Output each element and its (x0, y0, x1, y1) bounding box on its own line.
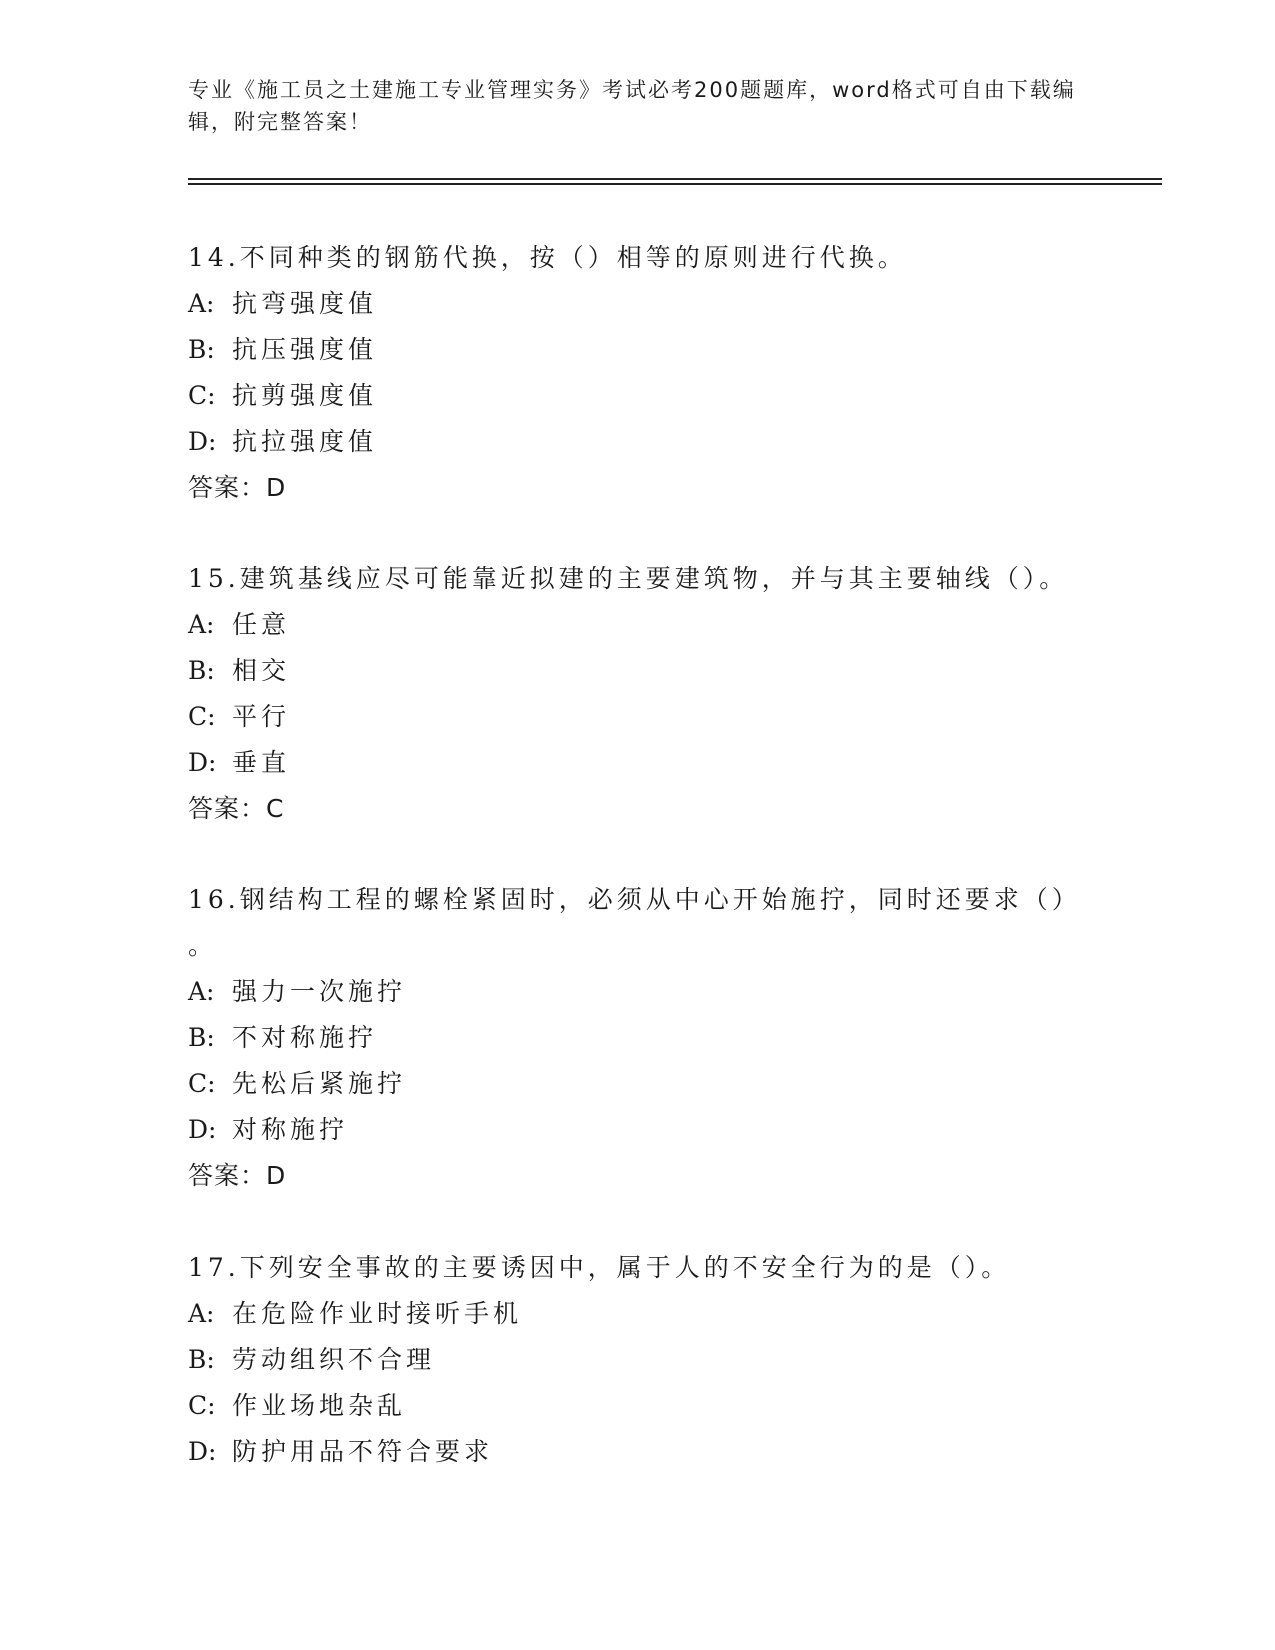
question-stem: 16.钢结构工程的螺栓紧固时，必须从中心开始施拧，同时还要求（） (188, 885, 1081, 914)
question-16 (188, 877, 1088, 1199)
option-c: C: 抗剪强度值 (188, 381, 378, 410)
option-d: D: 对称施拧 (188, 1115, 349, 1144)
option-d: D: 防护用品不符合要求 (188, 1437, 494, 1466)
header-divider-top (188, 178, 1162, 180)
question-stem: 15.建筑基线应尽可能靠近拟建的主要建筑物，并与其主要轴线（）。 (188, 564, 1069, 593)
header-divider-bottom (188, 183, 1162, 185)
option-c: C: 作业场地杂乱 (188, 1391, 407, 1420)
option-d: D: 抗拉强度值 (188, 427, 378, 456)
option-c: C: 先松后紧施拧 (188, 1069, 407, 1098)
option-d: D: 垂直 (188, 748, 291, 777)
document-header: 专业《施工员之土建施工专业管理实务》考试必考200题题库，word格式可自由下载编辑，附完整答案！ (188, 78, 1076, 134)
option-a: A: 强力一次施拧 (188, 977, 407, 1006)
question-17 (188, 1245, 1088, 1475)
option-b: B: 不对称施拧 (188, 1023, 378, 1052)
option-b: B: 相交 (188, 656, 291, 685)
question-14 (188, 235, 1088, 511)
answer: 答案：C (188, 794, 285, 823)
option-a: A: 任意 (188, 610, 291, 639)
option-c: C: 平行 (188, 702, 291, 731)
answer: 答案：D (188, 473, 287, 502)
option-a: A: 在危险作业时接听手机 (188, 1299, 523, 1328)
question-stem: 14.不同种类的钢筋代换，按（）相等的原则进行代换。 (188, 243, 907, 272)
answer: 答案：D (188, 1161, 287, 1190)
question-stem: 17.下列安全事故的主要诱因中，属于人的不安全行为的是（）。 (188, 1253, 1011, 1282)
question-stem-continuation: 。 (188, 931, 218, 960)
option-b: B: 抗压强度值 (188, 335, 378, 364)
option-a: A: 抗弯强度值 (188, 289, 378, 318)
option-b: B: 劳动组织不合理 (188, 1345, 436, 1374)
question-15 (188, 556, 1088, 832)
